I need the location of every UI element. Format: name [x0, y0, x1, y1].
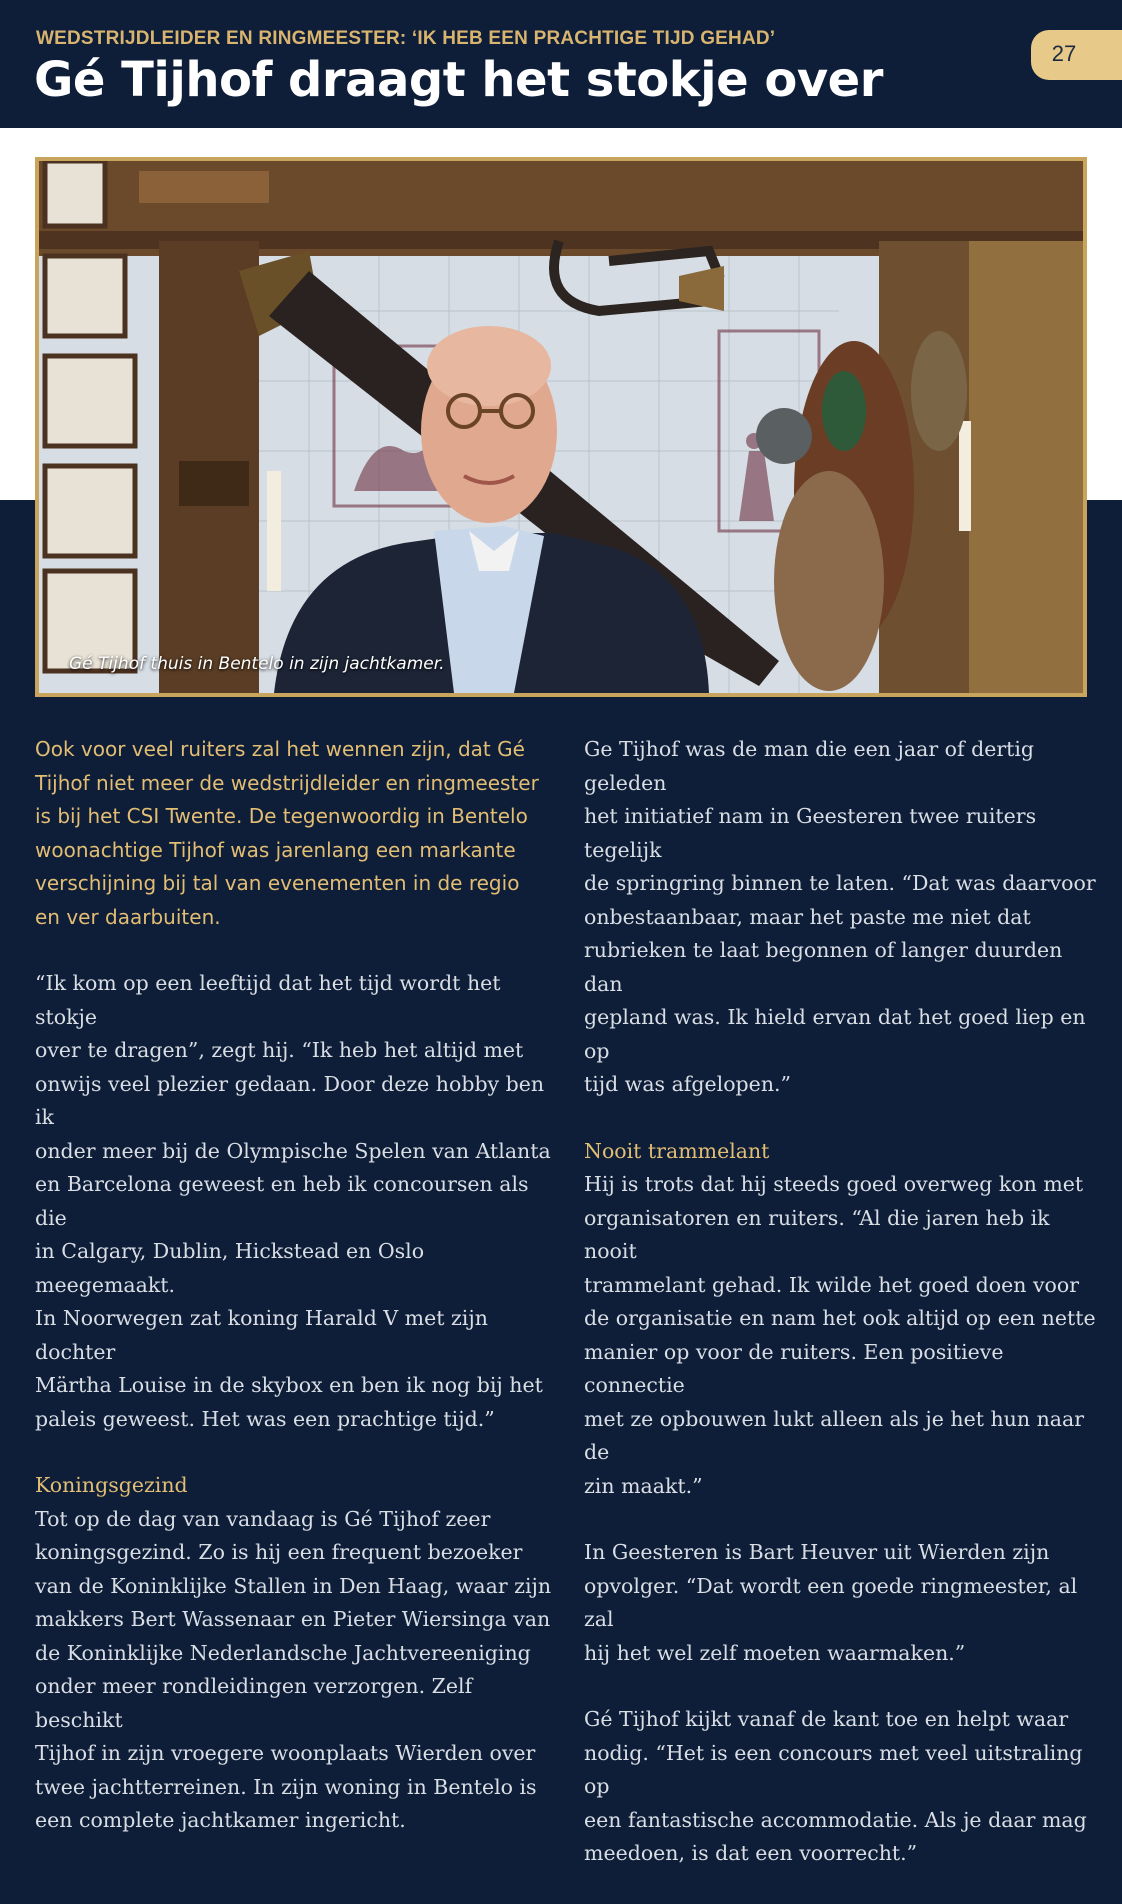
body-paragraph: Hij is trots dat hij steeds goed overweg kon met organisatoren en ruiters. “Al die jaren heb ik nooit trammelant gehad. Ik wilde het goed doen voor de organisatie en nam het ook altijd op een nette manier op voor de ruiters. Een positieve connectie met ze opbouwen lukt alleen als je het hun naar de zin maakt.”	[584, 1172, 1096, 1498]
body-paragraph: Ge Tijhof was de man die een jaar of dertig geleden het initiatief nam in Geesteren twee ruiters tegelijk de springring binnen te laten. “Dat was daarvoor onbestaanbaar, maar het paste me niet dat rubrieken te laat begonnen of langer duurden dan gepland was. Ik hield ervan dat het goed liep en op tijd was afgelopen.”	[584, 737, 1096, 1096]
kicker-headline: WEDSTRIJDLEIDER EN RINGMEESTER: ‘IK HEB EEN PRACHTIGE TIJD GEHAD’	[36, 28, 776, 49]
body-paragraph: Gé Tijhof kijkt vanaf de kant toe en helpt waar nodig. “Het is een concours met veel uitstraling op een fantastische accommodatie. Als je daar mag meedoen, is dat een voorrecht.”	[584, 1707, 1087, 1865]
photo-caption: Gé Tijhof thuis in Bentelo in zijn jachtkamer.	[69, 654, 445, 674]
article-photo	[35, 157, 1087, 697]
lead-paragraph: Ook voor veel ruiters zal het wennen zijn, dat Gé Tijhof niet meer de wedstrijdleider en ringmeester is bij het CSI Twente. De tegenwoordig in Bentelo woonachtige Tijhof was jarenlang een markante verschijning bij tal van evenementen in de regio en ver daarbuiten.	[35, 737, 539, 929]
body-paragraph: In Geesteren is Bart Heuver uit Wierden zijn opvolger. “Dat wordt een goede ringmeester, al zal hij het wel zelf moeten waarmaken.”	[584, 1540, 1078, 1665]
page-header	[0, 0, 1122, 128]
subheading-koningsgezind: Koningsgezind	[35, 1473, 188, 1497]
body-paragraph: Tot op de dag van vandaag is Gé Tijhof zeer koningsgezind. Zo is hij een frequent bezoeker van de Koninklijke Stallen in Den Haag, waar zijn makkers Bert Wassenaar en Pieter Wiersinga van de Koninklijke Nederlandsche Jachtvereeniging onder meer rondleidingen verzorgen. Zelf beschikt Tijhof in zijn vroegere woonplaats Wierden over twee jachtterreinen. In zijn woning in Bentelo is een complete jachtkamer ingericht.	[35, 1506, 552, 1832]
body-paragraph: “Ik kom op een leeftijd dat het tijd wordt het stokje over te dragen”, zegt hij. “Ik heb het altijd met onwijs veel plezier gedaan. Door deze hobby ben ik onder meer bij de Olympische Spelen van Atlanta en Barcelona geweest en heb ik concoursen als die in Calgary, Dublin, Hickstead en Oslo meegemaakt. In Noorwegen zat koning Harald V met zijn dochter Märtha Louise in de skybox en ben ik nog bij het paleis geweest. Het was een prachtige tijd.”	[35, 971, 551, 1431]
article-title: Gé Tijhof draagt het stokje over	[34, 52, 883, 108]
article-column-right	[584, 733, 1104, 1904]
article-column-left	[35, 733, 555, 1871]
page-number: 27	[1051, 41, 1077, 66]
photo-illustration	[39, 161, 1083, 693]
subheading-nooit-trammelant: Nooit trammelant	[584, 1138, 770, 1163]
